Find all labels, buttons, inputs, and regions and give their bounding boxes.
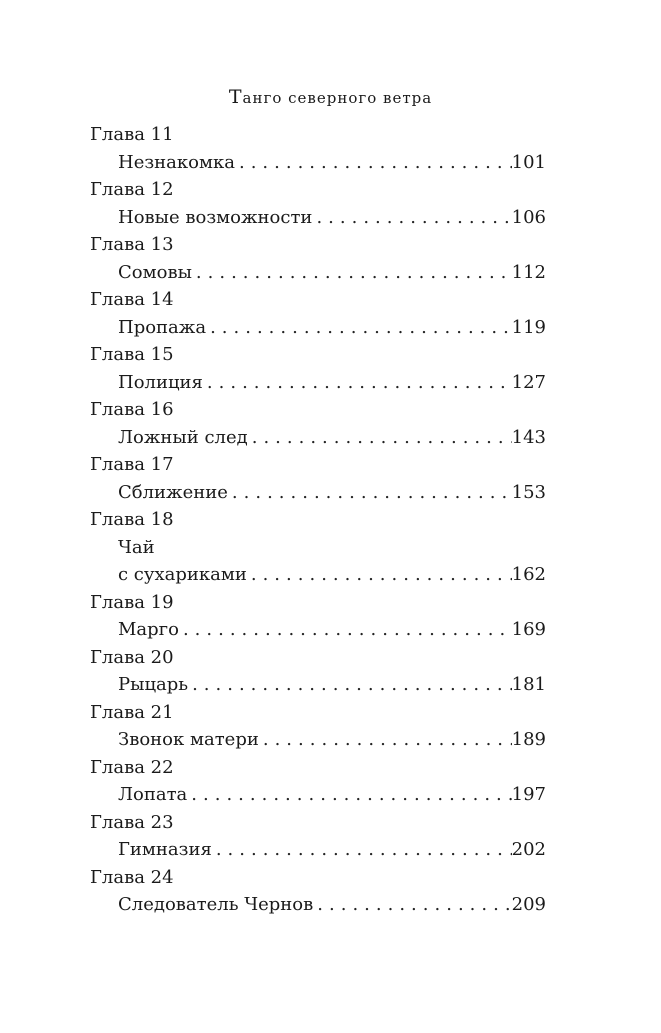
- chapter-label: Глава 15: [90, 344, 174, 365]
- dot-leader: [212, 836, 512, 864]
- chapter-title: Сомовы: [118, 261, 192, 283]
- dot-leader: [192, 259, 512, 287]
- chapter-title: Незнакомка: [118, 151, 235, 173]
- toc-entry[interactable]: [90, 836, 546, 864]
- chapter-label: Глава 21: [90, 701, 174, 723]
- dot-leader: [228, 479, 512, 507]
- chapter-label: Глава 11: [90, 124, 174, 145]
- page-number: 169: [511, 619, 546, 640]
- toc-entry[interactable]: [90, 781, 546, 809]
- toc-entry[interactable]: [90, 479, 546, 507]
- chapter-label: Глава 22: [90, 756, 174, 778]
- dot-leader: [235, 149, 512, 177]
- chapter-title: Марго: [118, 619, 179, 640]
- chapter-label: Глава 23: [90, 811, 174, 833]
- chapter-title: Гимназия: [118, 839, 212, 860]
- toc-entry[interactable]: [90, 534, 546, 562]
- chapter-title: Пропажа: [118, 316, 207, 338]
- page-number: 162: [511, 564, 546, 585]
- toc-entry[interactable]: [90, 561, 546, 589]
- chapter-label: Глава 24: [90, 866, 174, 888]
- chapter-title: Звонок матери: [118, 729, 259, 750]
- chapter-title: Лопата: [118, 784, 188, 805]
- page-number: 153: [511, 481, 546, 503]
- page-number: 101: [511, 151, 546, 173]
- page-number: 181: [511, 674, 546, 695]
- running-header-initial: Т: [228, 86, 243, 108]
- running-header-rest: анго северного ветра: [242, 89, 433, 107]
- chapter-label: Глава 18: [90, 509, 174, 530]
- page-number: 143: [511, 426, 546, 448]
- page-number: 197: [511, 784, 546, 805]
- page-number: 189: [511, 729, 546, 750]
- dot-leader: [188, 671, 512, 699]
- toc-entry[interactable]: [90, 314, 546, 342]
- toc-entry[interactable]: [90, 424, 546, 452]
- toc-entry[interactable]: [90, 149, 546, 177]
- chapter-title: Ложный след: [118, 426, 248, 448]
- page-number: 112: [511, 261, 546, 283]
- toc-entry[interactable]: [90, 616, 546, 644]
- page-number: 127: [511, 371, 546, 393]
- dot-leader: [313, 891, 511, 919]
- chapter-label: Глава 12: [90, 179, 174, 200]
- dot-leader: [179, 616, 512, 644]
- chapter-title: с сухариками: [118, 564, 247, 585]
- table-of-contents: [90, 121, 546, 919]
- chapter-label: Глава 19: [90, 591, 174, 613]
- chapter-label: Глава 17: [90, 454, 174, 475]
- dot-leader: [247, 561, 512, 589]
- chapter-label: Глава 14: [90, 289, 174, 310]
- dot-leader: [203, 369, 512, 397]
- toc-entry[interactable]: [90, 204, 546, 232]
- chapter-label: Глава 13: [90, 234, 174, 255]
- chapter-title: Сближение: [118, 481, 228, 503]
- dot-leader: [187, 781, 511, 809]
- dot-leader: [248, 424, 512, 452]
- running-header: [0, 86, 661, 108]
- toc-entry[interactable]: [90, 369, 546, 397]
- chapter-label: Глава 20: [90, 646, 174, 668]
- chapter-title: Новые возможности: [118, 206, 313, 228]
- dot-leader: [206, 314, 512, 342]
- chapter-label: Глава 16: [90, 399, 174, 420]
- chapter-title: Чай: [118, 536, 155, 558]
- page-number: 209: [511, 894, 546, 915]
- toc-entry[interactable]: [90, 726, 546, 754]
- dot-leader: [259, 726, 512, 754]
- chapter-title: Полиция: [118, 371, 203, 393]
- toc-entry[interactable]: [90, 259, 546, 287]
- chapter-title: Следователь Чернов: [118, 894, 314, 915]
- dot-leader: [312, 204, 511, 232]
- chapter-title: Рыцарь: [118, 674, 189, 695]
- page-number: 106: [511, 206, 546, 228]
- page-number: 119: [511, 316, 546, 338]
- page-number: 202: [511, 839, 546, 860]
- toc-entry[interactable]: [90, 891, 546, 919]
- toc-entry[interactable]: [90, 671, 546, 699]
